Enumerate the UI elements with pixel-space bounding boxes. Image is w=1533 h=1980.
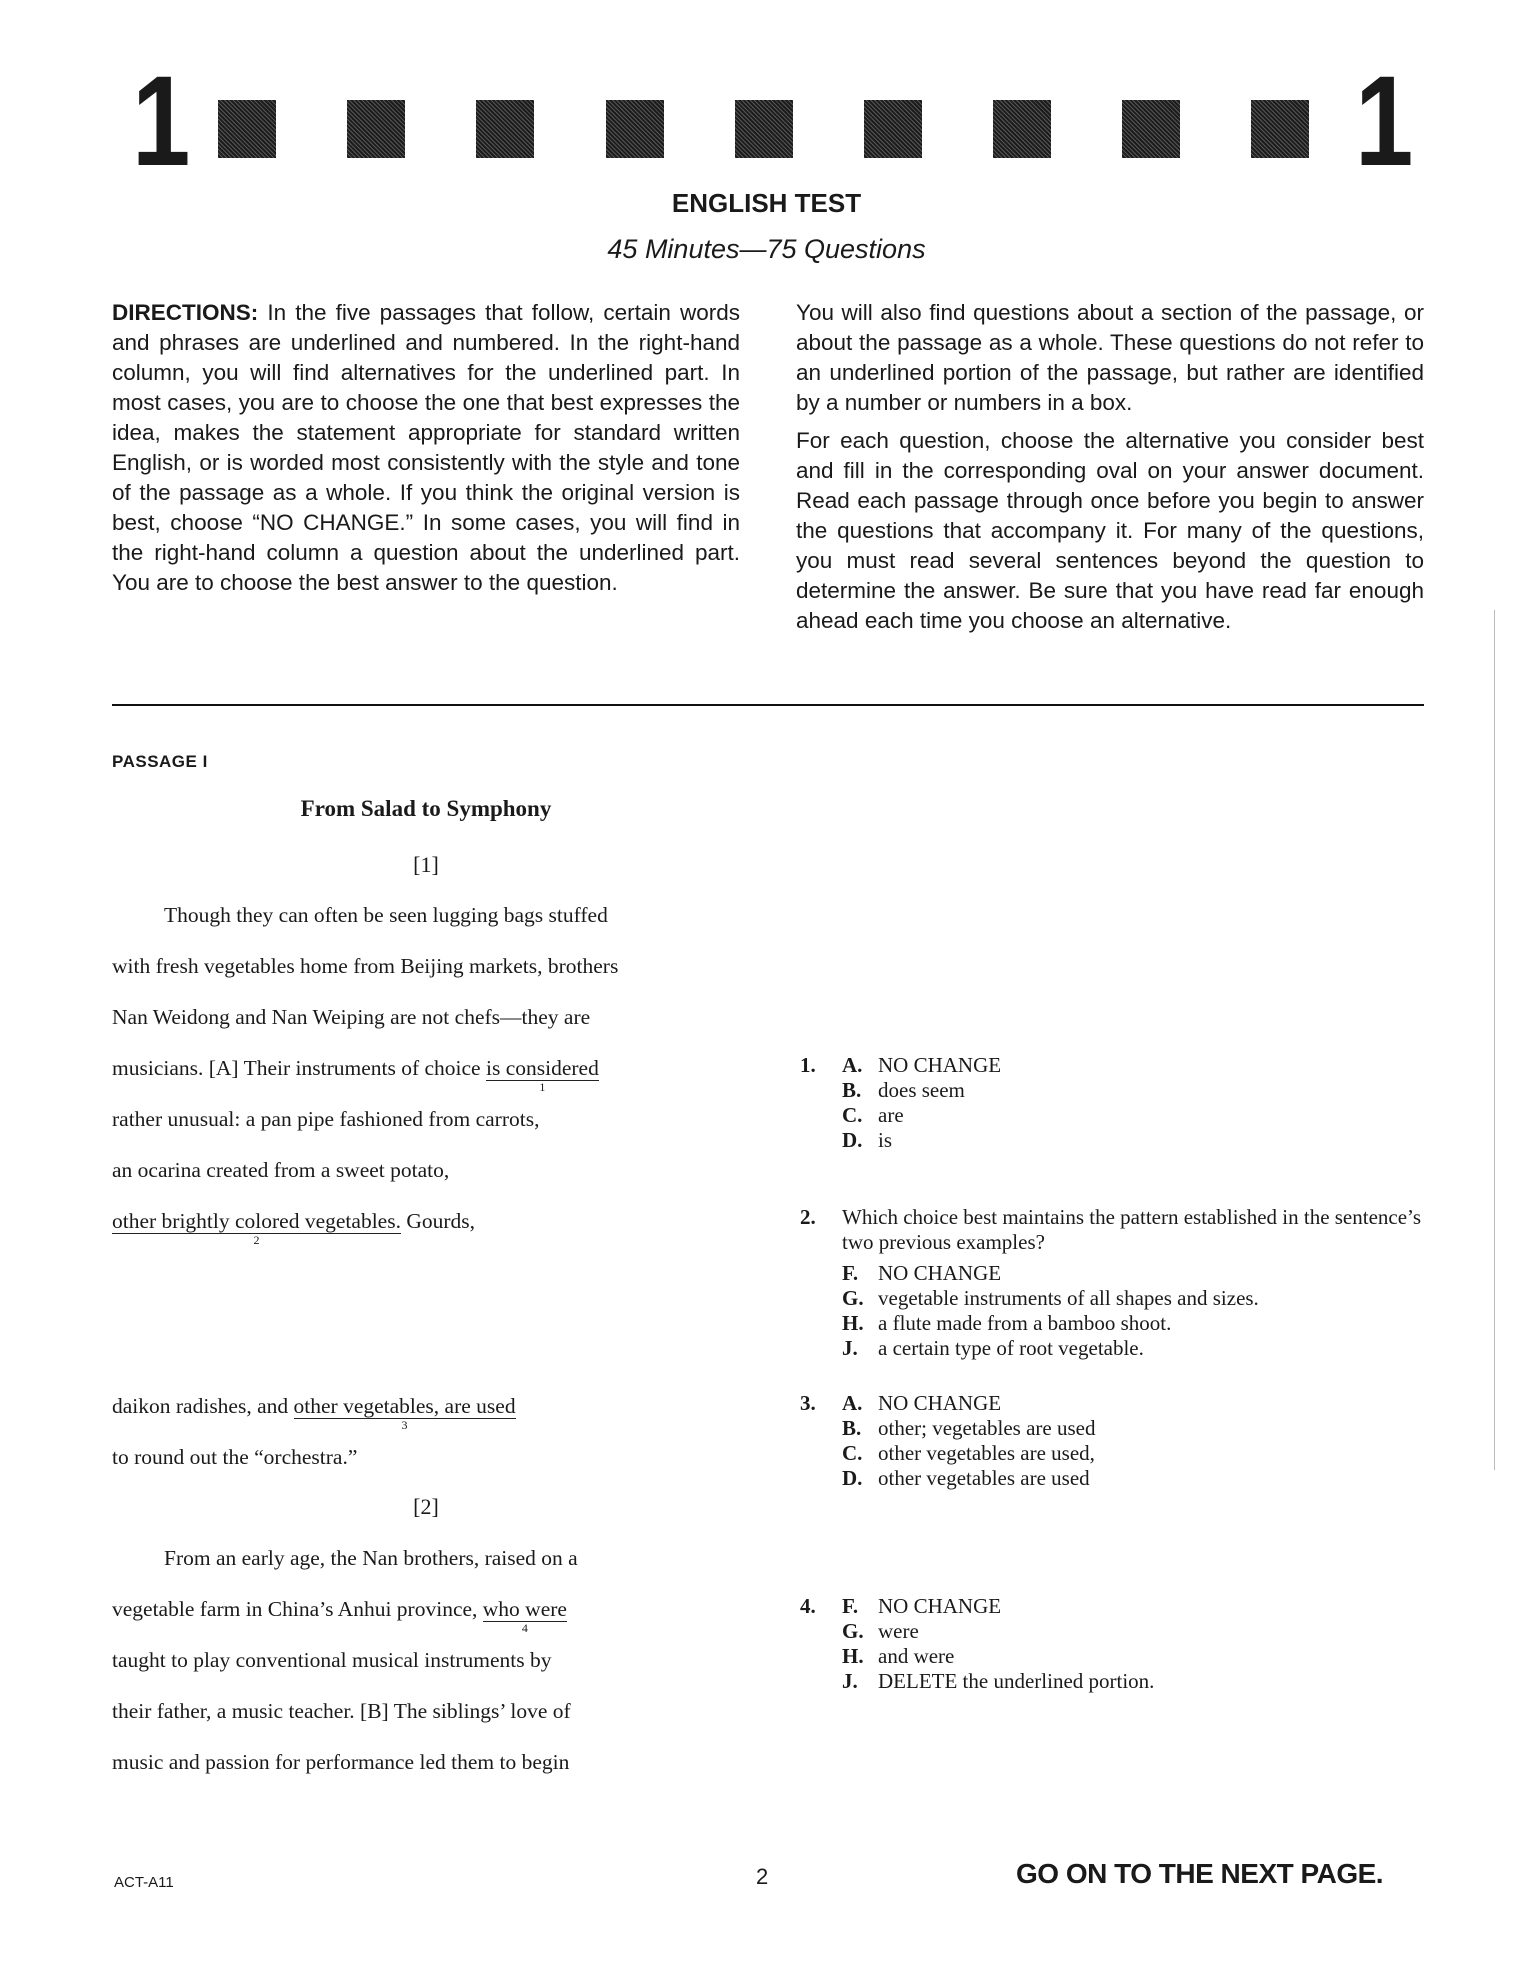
question-stem-text: Which choice best maintains the pattern established in the sentence’s two previous examples?: [842, 1205, 1422, 1254]
option-text: DELETE the underlined portion.: [878, 1669, 1155, 1693]
passage-text: musicians. [A] Their instruments of choice: [112, 1056, 486, 1080]
directions-right-p2: For each question, choose the alternative you consider best and fill in the corresponding oval on your answer document. Read each passage through once before you begin to answer the questions that accompany it. For many of the questions, you must read several sentences beyond the question to determine the answer. Be sure that you have read far enough ahead each time you choose an alternative.: [796, 428, 1424, 633]
option-text: NO CHANGE: [878, 1261, 1002, 1285]
question-ref-3: 3: [401, 1418, 408, 1432]
passage-line: taught to play conventional musical instruments by: [112, 1648, 552, 1672]
question-ref-4: 4: [521, 1621, 528, 1635]
directions-right: [796, 298, 1424, 644]
next-page-notice: GO ON TO THE NEXT PAGE.: [1016, 1858, 1384, 1889]
passage-line: music and passion for performance led them to begin: [112, 1750, 570, 1774]
passage-line: rather unusual: a pan pipe fashioned from carrots,: [112, 1107, 540, 1131]
option-letter: J.: [842, 1336, 858, 1360]
option-letter: C.: [842, 1103, 863, 1127]
directions-left: [112, 298, 740, 606]
directions-right-p1: You will also find questions about a section of the passage, or about the passage as a whole. These questions do not refer to an underlined portion of the passage, but rather are identified by a number or numbers in a box.: [796, 300, 1424, 415]
passage-text: vegetable farm in China’s Anhui province,: [112, 1597, 483, 1621]
page-number: 2: [756, 1864, 769, 1889]
paragraph-number: [1]: [413, 852, 439, 877]
question-number: 2.: [800, 1205, 816, 1229]
option-letter: A.: [842, 1053, 863, 1077]
underlined-text: who were: [482, 1597, 567, 1621]
option-letter: H.: [842, 1311, 864, 1335]
underlined-text: is considered: [485, 1056, 599, 1080]
answer-option[interactable]: [800, 1311, 1422, 1336]
passage-text: daikon radishes, and: [112, 1394, 294, 1418]
option-letter: D.: [842, 1128, 863, 1152]
option-text: a flute made from a bamboo shoot.: [878, 1311, 1172, 1335]
passage-line: to round out the “orchestra.”: [112, 1445, 358, 1469]
header-block: [606, 100, 664, 158]
option-text: NO CHANGE: [878, 1391, 1002, 1415]
passage-line: Nan Weidong and Nan Weiping are not chefs—they are: [112, 1005, 591, 1029]
underlined-portion-4: [482, 1597, 567, 1635]
answer-option[interactable]: [800, 1286, 1422, 1311]
passage-line: [112, 1391, 516, 1432]
underlined-text: other vegetables, are used: [293, 1394, 516, 1418]
passage-line: with fresh vegetables home from Beijing markets, brothers: [112, 954, 619, 978]
passage-line: [112, 1206, 476, 1247]
passage-line: [112, 1053, 599, 1094]
option-letter: B.: [842, 1416, 862, 1440]
option-letter: J.: [842, 1669, 858, 1693]
paragraph-number: [2]: [413, 1494, 439, 1519]
answer-option[interactable]: [800, 1336, 1422, 1361]
option-text: NO CHANGE: [878, 1594, 1002, 1618]
section-divider: [112, 704, 1424, 706]
header-block: [1122, 100, 1180, 158]
option-text: and were: [878, 1644, 955, 1668]
option-letter: B.: [842, 1078, 862, 1102]
scan-artifact-line: [1494, 610, 1495, 1470]
passage-line: [112, 1594, 567, 1635]
question-number: 3.: [800, 1391, 816, 1415]
option-letter: D.: [842, 1466, 863, 1490]
option-text: are: [878, 1103, 904, 1127]
passage-line: From an early age, the Nan brothers, raised on a: [164, 1546, 578, 1570]
option-text: were: [878, 1619, 919, 1643]
passage-line: an ocarina created from a sweet potato,: [112, 1158, 450, 1182]
question-ref-1: 1: [539, 1080, 546, 1094]
question-number: 4.: [800, 1594, 816, 1618]
option-text: does seem: [878, 1078, 965, 1102]
test-subtitle: 45 Minutes—75 Questions: [607, 234, 926, 264]
header-block: [735, 100, 793, 158]
underlined-portion-2: [112, 1209, 401, 1247]
passage-text: Gourds,: [400, 1209, 476, 1233]
underlined-portion-3: [293, 1394, 516, 1432]
answer-option[interactable]: [800, 1261, 1422, 1286]
section-number-left: 1: [132, 50, 188, 193]
option-letter: C.: [842, 1441, 863, 1465]
header-block: [1251, 100, 1309, 158]
option-letter: F.: [842, 1261, 859, 1285]
option-letter: F.: [842, 1594, 859, 1618]
option-text: other; vegetables are used: [878, 1416, 1096, 1440]
header-block: [476, 100, 534, 158]
question-2: [800, 1205, 1422, 1361]
option-letter: A.: [842, 1391, 863, 1415]
option-text: other vegetables are used: [878, 1466, 1090, 1490]
option-text: is: [878, 1128, 893, 1152]
option-text: a certain type of root vegetable.: [878, 1336, 1144, 1360]
passage-title: From Salad to Symphony: [300, 796, 552, 821]
header-block: [993, 100, 1051, 158]
question-number: 1.: [800, 1053, 816, 1077]
underlined-portion-1: [485, 1056, 599, 1094]
option-letter: H.: [842, 1644, 864, 1668]
test-title: ENGLISH TEST: [671, 188, 862, 218]
header-block: [347, 100, 405, 158]
directions-label: DIRECTIONS:: [112, 300, 259, 325]
header-block: [864, 100, 922, 158]
underlined-text: other brightly colored vegetables.: [112, 1209, 401, 1233]
question-ref-2: 2: [253, 1233, 260, 1247]
form-code: ACT-A11: [114, 1874, 174, 1891]
section-number-right: 1: [1355, 50, 1411, 193]
option-letter: G.: [842, 1619, 864, 1643]
option-text: NO CHANGE: [878, 1053, 1002, 1077]
option-letter: G.: [842, 1286, 864, 1310]
question-stem: [800, 1205, 1422, 1255]
passage-line: Though they can often be seen lugging bags stuffed: [164, 903, 608, 927]
header-block: [218, 100, 276, 158]
passage-label: PASSAGE I: [112, 752, 208, 771]
option-text: other vegetables are used,: [878, 1441, 1095, 1465]
passage-line: their father, a music teacher. [B] The siblings’ love of: [112, 1699, 571, 1723]
option-text: vegetable instruments of all shapes and sizes.: [878, 1286, 1259, 1310]
directions-left-text: In the five passages that follow, certain words and phrases are underlined and numbered. In the right-hand column, you will find alternatives for the underlined part. In most cases, you are to choose the one that best expresses the idea, makes the statement appropriate for standard written English, or is worded most consistently with the style and tone of the passage as a whole. If you think the original version is best, choose “NO CHANGE.” In some cases, you will find in the right-hand column a question about the underlined part. You are to choose the best answer to the question.: [112, 300, 740, 595]
